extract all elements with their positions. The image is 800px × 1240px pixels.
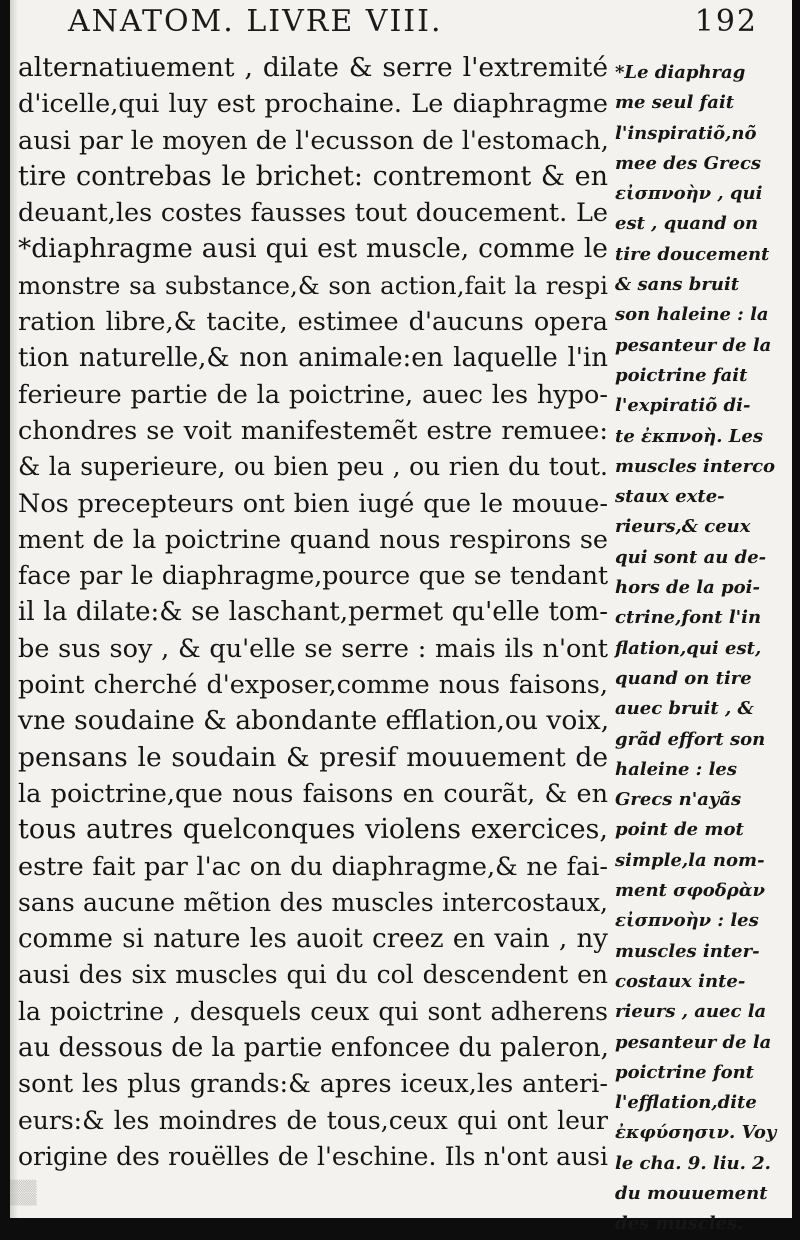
text-line: be sus soy , & qu'elle se serre : mais ils n'ont [18, 633, 608, 664]
margin-note-line: costaux inte- [615, 970, 746, 992]
margin-notes-column [615, 58, 787, 1240]
text-line: ausi par le moyen de l'ecusson de l'estomach, [18, 125, 609, 156]
margin-note-line: l'expiratiõ di- [615, 395, 751, 417]
text-line: *diaphragme ausi qui est muscle, comme le [18, 233, 608, 265]
text-line: la poictrine,que nous faisons en courãt, & en [18, 778, 608, 809]
margin-note-line: muscles inter- [615, 940, 760, 962]
text-line: deuant,les costes fausses tout doucement. Le [18, 198, 608, 229]
text-line: pensans le soudain & presif mouuement de [18, 741, 608, 773]
running-title: ANATOM. LIVRE VIII. [68, 4, 443, 39]
margin-note-line: mee des Grecs [615, 152, 762, 174]
margin-note-line: muscles interco [615, 455, 776, 477]
text-line: point cherché d'exposer,comme nous faisons, [18, 670, 608, 701]
margin-note-line: rieurs,& ceux [615, 516, 751, 538]
text-line: eurs:& les moindres de tous,ceux qui ont leur [18, 1105, 608, 1135]
margin-note-line: ἐκφύσησιν. Voy [615, 1122, 777, 1144]
margin-note-line: tire doucement [615, 243, 770, 265]
text-line: Nos precepteurs ont bien iugé que le mouue- [18, 488, 608, 519]
margin-note-line: pesanteur de la [615, 1031, 772, 1053]
text-line: ferieure partie de la poictrine, auec les hypo- [18, 379, 608, 410]
margin-note-line: rieurs , auec la [615, 1001, 767, 1023]
text-line: ment de la poictrine quand nous respirons se [18, 524, 608, 555]
text-line: estre fait par l'ac on du diaphragme,& ne fai- [18, 851, 608, 882]
page-gutter-shadow [10, 0, 18, 1218]
margin-note-line: poictrine font [615, 1061, 754, 1083]
margin-note-line: auec bruit , & [615, 698, 754, 720]
text-line: d'icelle,qui luy est prochaine. Le diaphragme [18, 89, 608, 120]
text-line: origine des rouëlles de l'eschine. Ils n'ont ausi [18, 1141, 608, 1171]
margin-note-line: poictrine fait [615, 364, 748, 386]
page-number: 192 [694, 4, 758, 39]
running-header [68, 4, 758, 44]
margin-note-line: flation,qui est, [615, 637, 762, 659]
margin-note-line: l'efflation,dite [615, 1092, 757, 1114]
margin-note-line: son haleine : la [615, 304, 769, 326]
margin-note-line: le cha. 9. liu. 2. [615, 1152, 771, 1174]
margin-note-line: l'inspiratiõ,nõ [615, 122, 757, 144]
margin-note-line: & sans bruit [615, 274, 740, 296]
main-text-column [18, 50, 608, 1175]
margin-note-line: εἰσπνοὴν : les [615, 910, 759, 932]
margin-note-line: *Le diaphrag [615, 62, 746, 83]
text-line: au dessous de la partie enfoncee du paleron, [18, 1033, 609, 1064]
text-line: sont les plus grands:& apres iceux,les anteri- [18, 1069, 608, 1100]
text-line: la poictrine , desquels ceux qui sont adherens [18, 996, 608, 1026]
margin-note-line: simple,la nom- [615, 849, 765, 871]
margin-note-line: qui sont au de- [615, 546, 767, 568]
library-stamp: ▒▒▒▒ ▒▒▒▒ [10, 1180, 37, 1206]
margin-note-line: du mouuement [615, 1182, 768, 1204]
margin-note-line: grãd effort son [615, 728, 766, 750]
text-line: chondres se voit manifestemẽt estre remuee: [18, 415, 608, 446]
margin-note-line: ment σφοδρὰν [615, 880, 766, 902]
margin-note-line: quand on tire [615, 667, 752, 689]
text-line: sans aucune mẽtion des muscles intercostaux, [18, 887, 608, 917]
margin-note-line: est , quand on [615, 213, 759, 235]
text-line: tire contrebas le brichet: contremont & en [18, 160, 608, 192]
text-line: & la superieure, ou bien peu , ou rien du tout. [18, 452, 608, 482]
text-line: ausi des six muscles qui du col descendent en [18, 960, 608, 990]
text-line: tous autres quelconques violens exercices, [18, 814, 608, 846]
margin-note-line: Grecs n'ayãs [615, 789, 742, 811]
margin-note-line: des muscles. [615, 1213, 744, 1235]
text-line: vne soudaine & abondante efflation,ou voix, [18, 705, 610, 737]
margin-note-line: pesanteur de la [615, 334, 772, 356]
margin-note-line: te ἐκπνοὴ. Les [615, 425, 763, 447]
margin-note-line: ctrine,font l'in [615, 607, 762, 629]
margin-note-line: haleine : les [615, 758, 738, 780]
margin-note-line: hors de la poi- [615, 577, 760, 599]
text-line: il la dilate:& se laschant,permet qu'elle tom- [18, 597, 608, 628]
text-line: comme si nature les auoit creez en vain , ny [18, 924, 608, 955]
text-line: tion naturelle,& non animale:en laquelle l'in [18, 343, 608, 374]
margin-note-line: staux exte- [615, 486, 725, 508]
text-line: monstre sa substance,& son action,fait la respi [18, 270, 608, 300]
margin-note-line: me seul fait [615, 92, 735, 114]
margin-note-line: point de mot [615, 819, 744, 841]
text-line: alternatiuement , dilate & serre l'extremité [18, 52, 608, 83]
text-line: face par le diaphragme,pource que se tendant [18, 561, 608, 591]
text-line: ration libre,& tacite, estimee d'aucuns opera [18, 307, 608, 338]
margin-note-line: εἰσπνοὴν , qui [615, 183, 763, 205]
book-page [10, 0, 792, 1235]
